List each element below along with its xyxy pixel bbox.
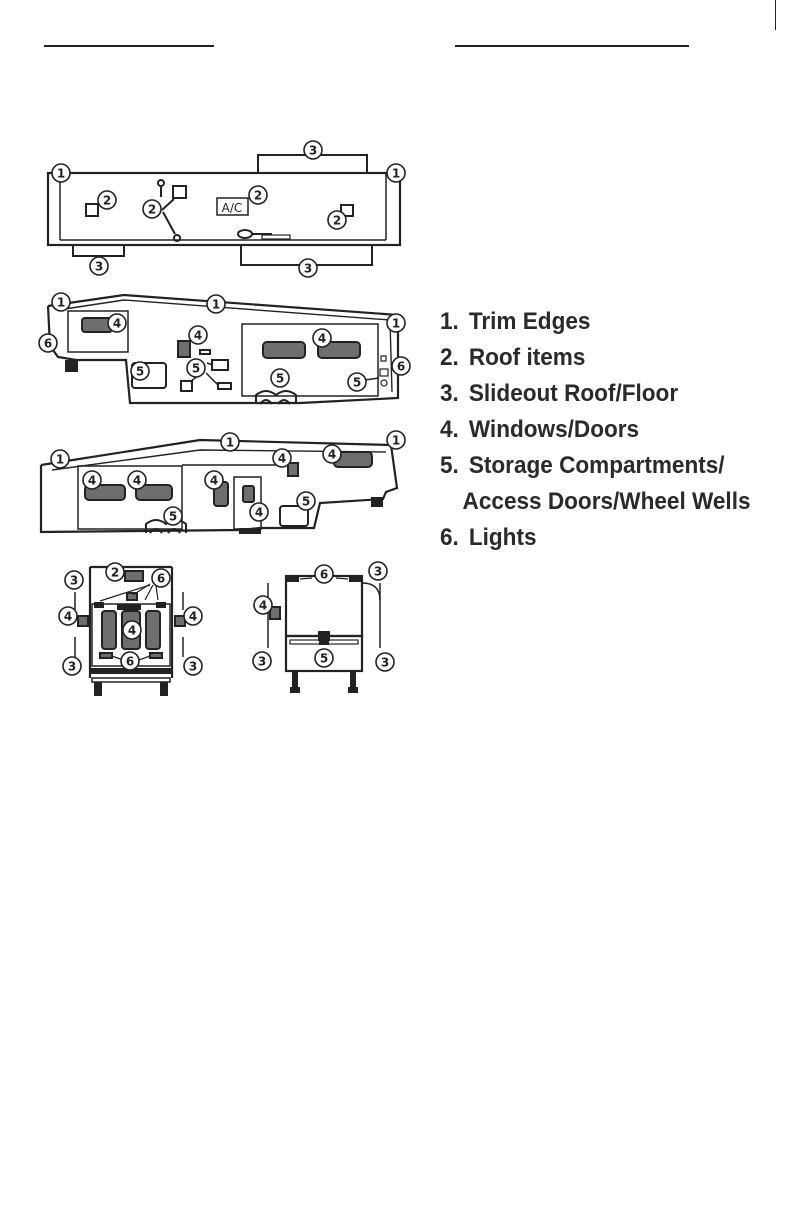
callout-number: 3	[373, 564, 383, 579]
callout-number: 4	[112, 316, 122, 331]
legend-item-storage-continued	[440, 484, 751, 520]
callout-badge	[297, 492, 315, 510]
legend-item-label: Slideout Roof/Floor	[468, 380, 679, 407]
callout-number: 4	[317, 331, 327, 346]
callout-badge	[273, 449, 291, 467]
legend-item-slideout	[440, 376, 751, 412]
callout-badge	[83, 471, 101, 489]
callout-badge	[250, 503, 268, 521]
callout-badge	[249, 186, 267, 204]
callout-badge	[52, 293, 70, 311]
callout-number: 4	[87, 473, 97, 488]
legend-item-windows-doors	[440, 412, 751, 448]
callout-badge	[187, 359, 205, 377]
callout-badge	[123, 621, 141, 639]
legend-item-number: 6.	[440, 524, 459, 551]
callout-badge	[376, 653, 394, 671]
callout-badge	[254, 596, 272, 614]
callout-number: 6	[319, 567, 329, 582]
callout-badge	[63, 657, 81, 675]
front-view	[268, 576, 380, 692]
callout-badge	[313, 329, 331, 347]
callout-badge	[121, 652, 139, 670]
callout-number: 2	[102, 193, 112, 208]
callout-badge	[39, 334, 57, 352]
legend-item-label: Trim Edges	[468, 308, 591, 335]
legend-item-number: 2.	[440, 344, 459, 371]
callout-number: 2	[253, 188, 263, 203]
callout-number: 1	[56, 295, 66, 310]
legend-item-label: Storage Compartments/	[468, 452, 725, 479]
callout-number: 5	[191, 361, 201, 376]
callout-number: 4	[193, 328, 203, 343]
legend-item-storage	[440, 448, 751, 484]
callout-number: 1	[56, 166, 66, 181]
callout-number: 3	[308, 143, 318, 158]
callout-badge	[51, 450, 69, 468]
callout-badge	[387, 314, 405, 332]
callout-badge	[131, 362, 149, 380]
callout-badge	[143, 200, 161, 218]
callout-number: 2	[110, 565, 120, 580]
callout-number: 1	[225, 435, 235, 450]
callout-badge	[299, 259, 317, 277]
callout-badge	[392, 357, 410, 375]
side-view-curbside	[48, 295, 401, 404]
callout-badge	[98, 191, 116, 209]
callout-number: 3	[94, 259, 104, 274]
callout-badge	[108, 314, 126, 332]
legend-item-label: Access Doors/Wheel Wells	[462, 488, 751, 515]
callout-number: 3	[303, 261, 313, 276]
callout-number: 1	[211, 297, 221, 312]
callout-number: 6	[156, 571, 166, 586]
callout-badge	[152, 569, 170, 587]
callout-badge	[253, 652, 271, 670]
callout-badge	[106, 563, 124, 581]
callout-badge	[184, 657, 202, 675]
callout-number: 3	[67, 659, 77, 674]
callout-number: 3	[257, 654, 267, 669]
callout-badge	[65, 571, 83, 589]
callout-badge	[52, 164, 70, 182]
callout-badge	[304, 141, 322, 159]
callout-number: 4	[254, 505, 264, 520]
callout-number: 4	[63, 609, 73, 624]
callout-number: 4	[258, 598, 268, 613]
legend-item-roof-items	[440, 340, 751, 376]
legend-item-label: Roof items	[468, 344, 586, 371]
callout-badge	[221, 433, 239, 451]
callout-badge	[369, 562, 387, 580]
legend-item-number: 4.	[440, 416, 459, 443]
callout-number: 1	[391, 166, 401, 181]
callout-badge	[328, 211, 346, 229]
callout-badge	[315, 565, 333, 583]
callout-badge	[184, 607, 202, 625]
callout-number: 1	[391, 316, 401, 331]
callout-badge	[59, 607, 77, 625]
callout-number: 2	[147, 202, 157, 217]
callout-number: 4	[132, 473, 142, 488]
legend-item-label: Windows/Doors	[468, 416, 640, 443]
callout-number: 4	[209, 473, 219, 488]
callout-number: 5	[168, 509, 178, 524]
callout-badge	[164, 507, 182, 525]
callout-badge	[207, 295, 225, 313]
callout-number: 3	[188, 659, 198, 674]
callout-number: 5	[301, 494, 311, 509]
legend-item-lights	[440, 520, 751, 556]
callout-badge	[205, 471, 223, 489]
callout-number: 4	[188, 609, 198, 624]
callout-badge	[189, 326, 207, 344]
callout-number: 3	[380, 655, 390, 670]
callout-badge	[387, 431, 405, 449]
callout-number: 6	[43, 336, 53, 351]
callout-badge	[271, 369, 289, 387]
callout-number: 3	[69, 573, 79, 588]
ac-label: A/C	[221, 201, 243, 215]
callout-number: 4	[327, 447, 337, 462]
callout-number: 1	[391, 433, 401, 448]
callout-badge	[90, 257, 108, 275]
legend-item-number: 5.	[440, 452, 459, 479]
callout-number: 5	[275, 371, 285, 386]
legend-item-number: 1.	[440, 308, 459, 335]
callout-number: 5	[352, 375, 362, 390]
callout-badge	[128, 471, 146, 489]
callout-badge	[348, 373, 366, 391]
callout-number: 1	[55, 452, 65, 467]
callout-badge	[387, 164, 405, 182]
legend-item-number: 3.	[440, 380, 459, 407]
callout-layer	[39, 141, 410, 675]
legend-item-label: Lights	[468, 524, 537, 551]
callout-number: 2	[332, 213, 342, 228]
callout-number: 4	[127, 623, 137, 638]
legend-item-trim-edges	[440, 304, 751, 340]
callout-badge	[315, 649, 333, 667]
callout-number: 5	[319, 651, 329, 666]
callout-number: 6	[125, 654, 135, 669]
callout-number: 4	[277, 451, 287, 466]
callout-number: 6	[396, 359, 406, 374]
callout-number: 5	[135, 364, 145, 379]
callout-badge	[323, 445, 341, 463]
legend-list	[440, 304, 770, 556]
